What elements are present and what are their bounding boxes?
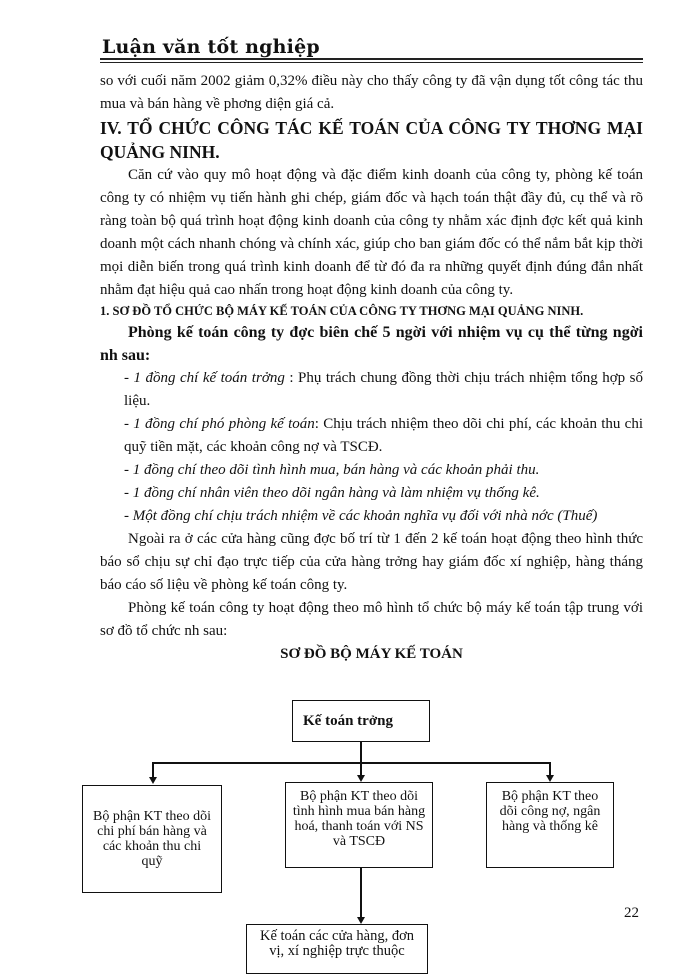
duty-chief-accountant bbox=[100, 367, 643, 413]
arrow-middle bbox=[357, 775, 365, 782]
duty-deputy bbox=[100, 413, 643, 459]
connector-middle-drop bbox=[360, 762, 362, 776]
arrow-left bbox=[149, 777, 157, 784]
duty-tax: - Một đồng chí chịu trách nhiệm về các khoản nghĩa vụ đối với nhà nớc (Thuế) bbox=[124, 508, 598, 524]
page-number: 22 bbox=[624, 905, 639, 921]
connector-bottom bbox=[360, 868, 362, 918]
header-rule-thick bbox=[100, 58, 643, 60]
duty-label: - 1 đồng chí phó phòng kế toán bbox=[124, 416, 315, 432]
box-branch-accountants bbox=[246, 924, 428, 974]
paragraph-accounting-basis: Căn cứ vào quy mô hoạt động và đặc điểm kinh doanh của công ty, phòng kế toán công ty có nhiệm vụ tiến hành ghi chép, giám đốc và hạch toán thật đầy đủ, cụ thể và rõ ràng toàn bộ quá trình hoạt động kinh doanh của công ty nhằm xác định đợc kết quả kinh doanh một cách nhanh chóng và chính xác, giúp cho ban giám đốc có thể nắm bắt kịp thời mọi diễn biến trong quá trình kinh doanh để từ đó đa ra những quyết định đúng đắn nhất nhằm đạt hiệu quả cao nhấn trong hoạt động kinh doanh của công ty. bbox=[100, 167, 643, 298]
paragraph-staffing: Phòng kế toán công ty đợc biên chế 5 ngời với nhiệm vụ cụ thể từng ngời nh sau: bbox=[100, 324, 643, 364]
box-chief-label: Kế toán trởng bbox=[303, 712, 393, 729]
box-purchase-label: Bộ phận KT theo dõi tình hình mua bán hàng hoá, thanh toán với NS và TSCĐ bbox=[292, 789, 426, 849]
arrow-bottom bbox=[357, 917, 365, 924]
box-expense-dept bbox=[82, 785, 222, 893]
box-chief-accountant bbox=[292, 700, 430, 742]
box-debt-dept bbox=[486, 782, 614, 868]
duty-text: : Chịu trách nhiệm theo dõi chi phí, các khoản thu chi quỹ tiền mặt, các khoản công nợ và TSCĐ. bbox=[124, 416, 644, 455]
paragraph-intro: so với cuối năm 2002 giảm 0,32% điều này cho thấy công ty đã vận dụng tốt công tác thu mua và bán hàng về phơng diện giá cả. bbox=[100, 73, 643, 112]
connector-top-vertical bbox=[360, 742, 362, 762]
arrow-right bbox=[546, 775, 554, 782]
paragraph-stores: Ngoài ra ở các cửa hàng cũng đợc bố trí từ 1 đến 2 kế toán hoạt động theo hình thức báo sổ chịu sự chỉ đạo trực tiếp của cửa hàng trởng hay giám đốc xí nghiệp, hàng tháng báo cáo số liệu về phòng kế toán công ty. bbox=[100, 531, 643, 593]
page-header: Luận văn tốt nghiệp bbox=[102, 36, 320, 58]
box-expense-label: Bộ phận KT theo dõi chi phí bán hàng và các khoản thu chi quỹ bbox=[93, 809, 211, 869]
connector-horizontal bbox=[152, 762, 550, 764]
subsection-heading-1: 1. SƠ ĐỒ TỔ CHỨC BỘ MÁY KẾ TOÁN CỦA CÔNG TY THƠNG MẠI QUẢNG NINH. bbox=[100, 304, 584, 318]
box-branch-label: Kế toán các cửa hàng, đơn vị, xí nghiệp trực thuộc bbox=[259, 928, 414, 959]
diagram-title: SƠ ĐỒ BỘ MÁY KẾ TOÁN bbox=[280, 646, 463, 662]
duty-sales: - 1 đồng chí theo dõi tình hình mua, bán hàng và các khoản phải thu. bbox=[124, 462, 540, 478]
connector-left-drop bbox=[152, 762, 154, 778]
section-heading-iv: IV. TỔ CHỨC CÔNG TÁC KẾ TOÁN CỦA CÔNG TY THƠNG MẠI QUẢNG NINH. bbox=[100, 118, 643, 162]
connector-right-drop bbox=[549, 762, 551, 776]
header-rule-thin bbox=[100, 62, 643, 63]
duty-text: : Phụ trách chung đồng thời chịu trách nhiệm tổng hợp số liệu. bbox=[124, 370, 643, 409]
box-purchase-dept bbox=[285, 782, 433, 868]
paragraph-model: Phòng kế toán công ty hoạt động theo mô hình tổ chức bộ máy kế toán tập trung với sơ đồ tổ chức nh sau: bbox=[100, 600, 643, 639]
duty-label: - 1 đồng chí kế toán trởng bbox=[124, 370, 285, 386]
box-debt-label: Bộ phận KT theo dõi công nợ, ngân hàng và thống kê bbox=[499, 789, 601, 834]
duty-bank: - 1 đồng chí nhân viên theo dõi ngân hàng và làm nhiệm vụ thống kê. bbox=[124, 485, 540, 501]
document-body bbox=[100, 70, 643, 666]
